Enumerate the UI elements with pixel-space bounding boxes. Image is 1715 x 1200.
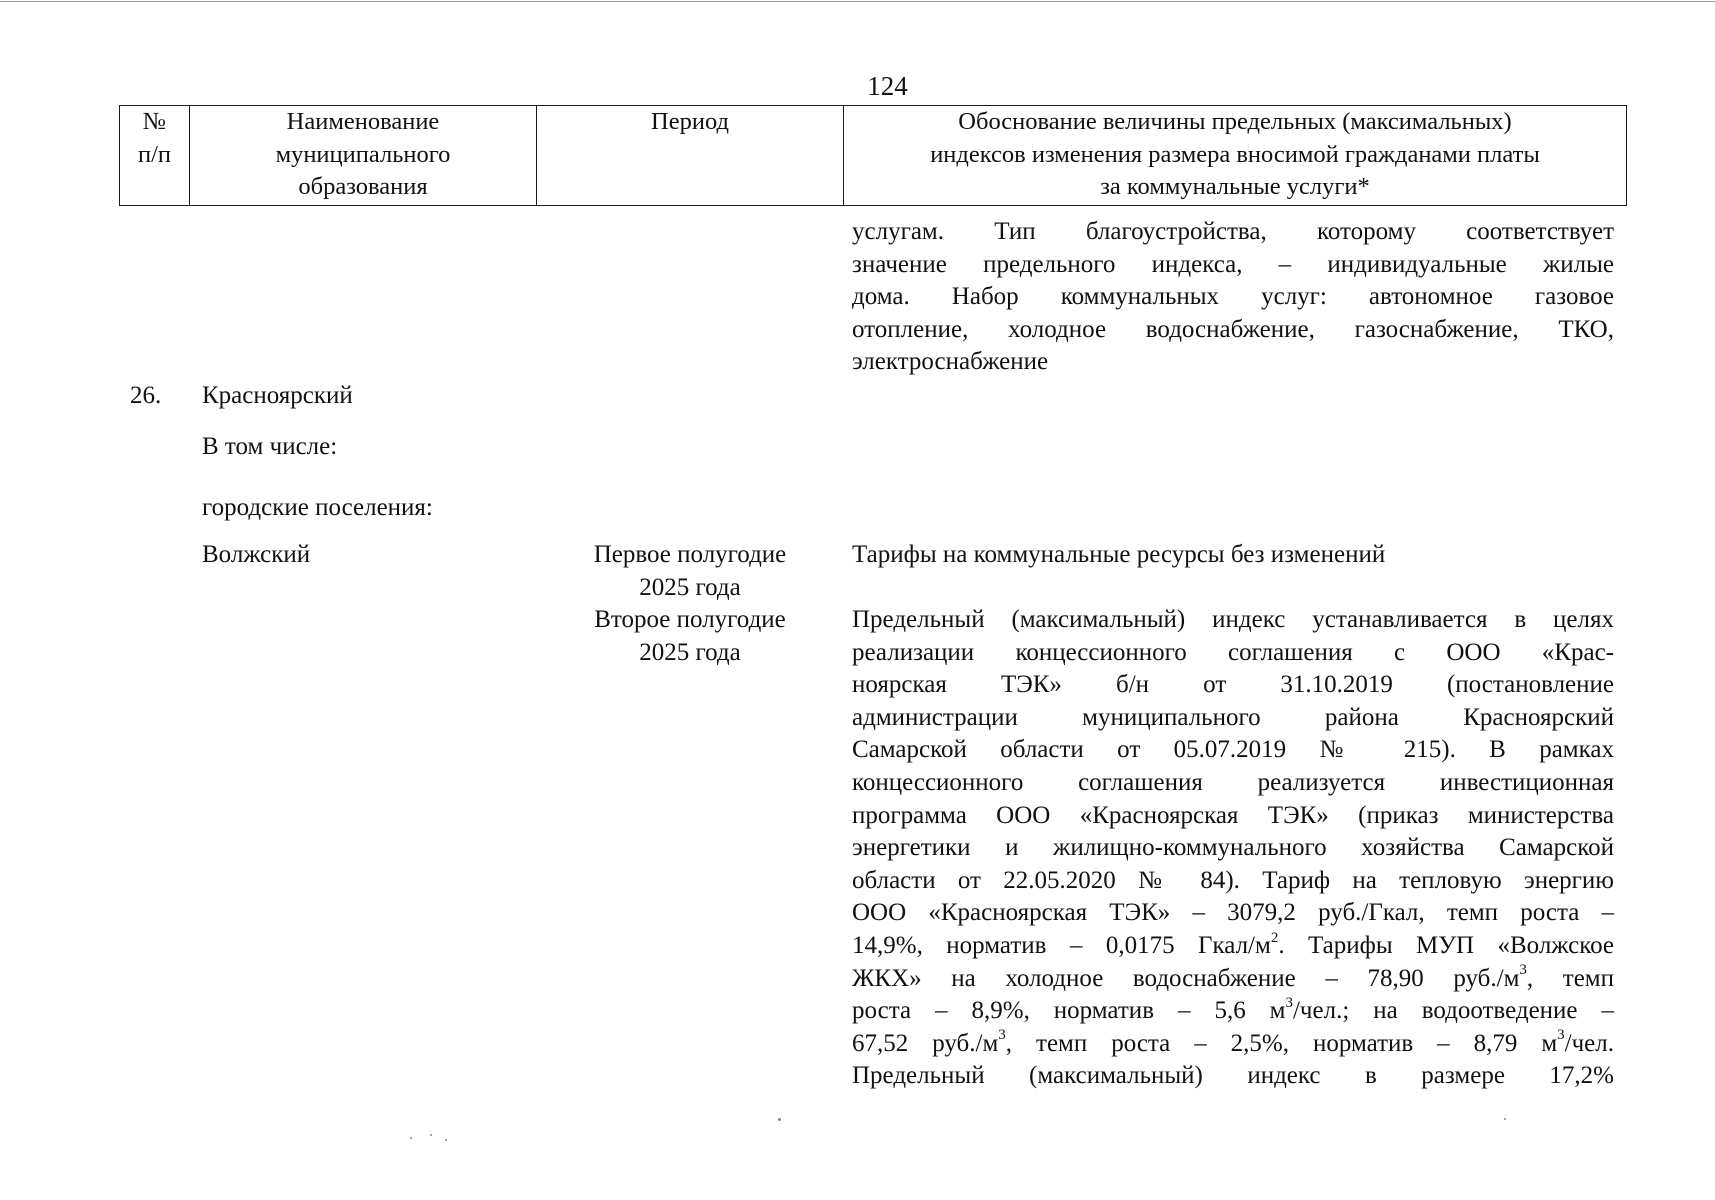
text-line: программа ООО «Красноярская ТЭК» (приказ министерства: [852, 801, 1614, 829]
page-number: 124: [867, 71, 908, 101]
header-line: п/п: [137, 140, 172, 168]
period-first-half: [555, 539, 825, 604]
text-fragment: , темп роста – 2,5%, норматив – 8,79 м: [1005, 1029, 1558, 1057]
text-fragment: ЖКХ» на холодное водоснабжение – 78,90 руб./м: [852, 964, 1520, 992]
text-line: значение предельного индекса, – индивидуальные жилые: [852, 250, 1614, 278]
text-line: Самарской области от 05.07.2019 № 215). В рамках: [852, 736, 1614, 764]
scan-top-edge-line: [0, 1, 1715, 2]
superscript: 3: [1285, 994, 1293, 1011]
urban-settlements-label: городские поселения:: [202, 494, 433, 521]
including-label: В том числе:: [202, 433, 338, 460]
text-line: ООО «Красноярская ТЭК» – 3079,2 руб./Гкал, темп роста –: [852, 899, 1614, 927]
text-line: услугам. Тип благоустройства, которому соответствует: [852, 218, 1614, 245]
header-line: образования: [298, 173, 428, 200]
scan-speck: [445, 1139, 447, 1141]
text-fragment: /чел.: [1564, 1029, 1614, 1057]
header-line: Обоснование величины предельных (максимальных): [958, 108, 1512, 135]
settlement-name: Волжский: [202, 541, 311, 568]
text-line: реализации концессионного соглашения с ООО «Крас-: [852, 638, 1614, 666]
scan-speck: [430, 1134, 432, 1136]
scan-speck: [778, 1118, 781, 1121]
first-period-justification: Тарифы на коммунальные ресурсы без изменений: [852, 541, 1386, 568]
column-header-number: [120, 106, 190, 206]
header-line: за коммунальные услуги*: [1100, 173, 1370, 200]
text-line: [852, 1028, 1614, 1061]
period-line: Первое полугодие: [593, 541, 787, 568]
text-line: концессионного соглашения реализуется инвестиционная: [852, 768, 1614, 796]
text-line: администрации муниципального района Красноярский: [852, 703, 1614, 731]
text-fragment: 14,9%, норматив – 0,0175 Гкал/м: [852, 931, 1271, 959]
scan-speck: [1504, 1118, 1506, 1120]
text-fragment: . Тарифы МУП «Волжское: [1278, 931, 1614, 959]
superscript: 3: [1519, 962, 1527, 979]
scan-speck: [410, 1137, 412, 1139]
header-line: №: [142, 108, 167, 135]
column-header-municipality: [190, 106, 537, 206]
text-line: ноярская ТЭК» б/н от 31.10.2019 (постановление: [852, 671, 1614, 699]
text-fragment: роста – 8,9%, норматив – 5,6 м: [852, 997, 1286, 1025]
period-line: Второе полугодие: [594, 606, 786, 633]
period-line: 2025 года: [639, 573, 741, 601]
column-header-justification: [844, 106, 1627, 206]
continuation-paragraph: [852, 216, 1614, 379]
period-second-half: [555, 604, 825, 669]
text-fragment: /чел.; на водоотведение –: [1292, 997, 1614, 1025]
superscript: 2: [1270, 929, 1279, 946]
superscript: 3: [998, 1027, 1006, 1044]
text-line: Предельный (максимальный) индекс в размере 17,2%: [852, 1062, 1614, 1090]
superscript: 3: [1557, 1027, 1565, 1044]
municipality-name: Красноярский: [202, 382, 353, 409]
text-line: [852, 930, 1614, 963]
header-line: муниципального: [275, 140, 451, 168]
text-line: дома. Набор коммунальных услуг: автономное газовое: [852, 283, 1614, 311]
text-line: электроснабжение: [852, 348, 1049, 376]
text-fragment: , темп: [1526, 964, 1614, 992]
text-fragment: 67,52 руб./м: [852, 1029, 999, 1057]
table-header-row: [120, 106, 1627, 206]
text-line: [852, 963, 1614, 996]
header-line: Наименование: [286, 108, 440, 135]
period-line: 2025 года: [639, 638, 741, 666]
text-line: энергетики и жилищно-коммунального хозяйства Самарской: [852, 834, 1614, 862]
text-line: области от 22.05.2020 № 84). Тариф на тепловую энергию: [852, 866, 1614, 894]
header-line: Период: [651, 108, 729, 135]
table-header: [119, 105, 1627, 206]
row-number: 26.: [130, 382, 162, 409]
text-line: [852, 995, 1614, 1028]
column-header-period: [537, 106, 844, 206]
text-line: Предельный (максимальный) индекс устанавливается в целях: [852, 606, 1614, 633]
second-period-justification: [852, 604, 1614, 1093]
text-line: отопление, холодное водоснабжение, газоснабжение, ТКО,: [852, 315, 1614, 343]
header-line: индексов изменения размера вносимой гражданами платы: [930, 140, 1540, 168]
